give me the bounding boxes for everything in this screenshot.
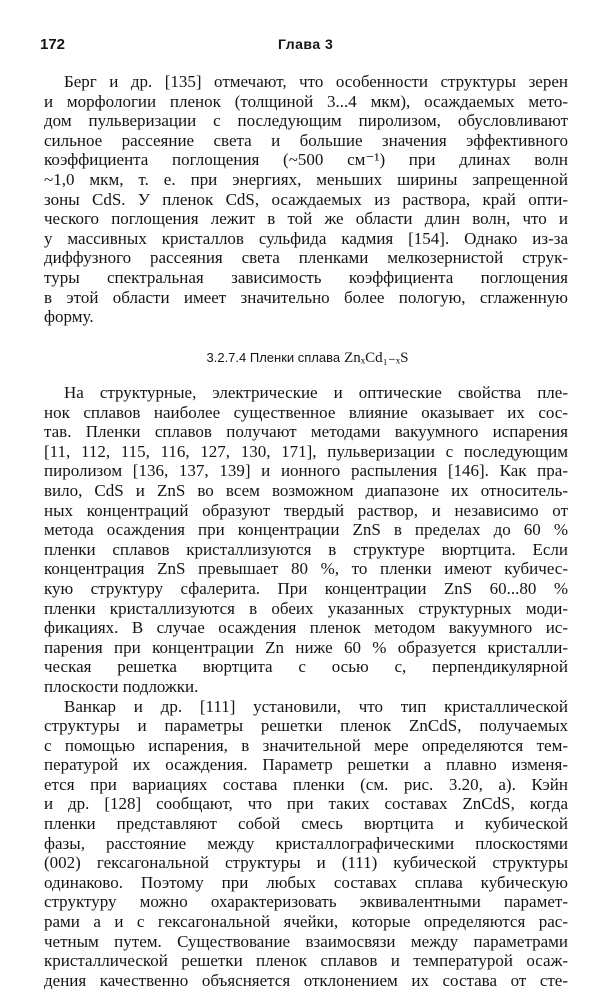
text-line: и морфологии пленок (толщиной 3...4 мкм), осаждаемых мето- [44, 91, 568, 111]
text-line: и др. [128] сообщают, что при таких составах ZnCdS, когда [44, 794, 568, 814]
text-line: фазы, расстояние между кристаллографическими плоскостями [44, 833, 568, 853]
text-line: диффузного рассеяния света пленками мелкозернистой струк- [44, 248, 568, 268]
text-line: ческая решетка вюртцита с осью c, перпендикулярной [44, 657, 568, 677]
text-line: Ванкар и др. [111] установили, что тип кристаллической [64, 696, 568, 716]
text-line: метода осаждения при концентрации ZnS в пределах до 60 % [44, 520, 568, 540]
text-line: (002) гексагональной структуры и (111) кубической структуры [44, 853, 568, 873]
text-line: одинаково. Поэтому при любых составах сплава кубическую [44, 872, 568, 892]
text-line: кую структуру сфалерита. При концентрации ZnS 60...80 % [44, 578, 568, 598]
text-line: структуру можно охарактеризовать эквивалентными парамет- [44, 892, 568, 912]
text-line: дом пульверизации с последующим пиролизом, обусловливают [44, 111, 568, 131]
text-line: у массивных кристаллов сульфида кадмия [154]. Однако из-за [44, 228, 568, 248]
page-number: 172 [40, 36, 66, 53]
text-line: тав. Пленки сплавов получают методами вакуумного испарения [44, 422, 568, 442]
text-line: сильное рассеяние света и большие значения эффективного [44, 130, 568, 150]
text-line: структуры и параметры решетки пленок ZnCdS, получаемых [44, 716, 568, 736]
text-line: плоскости подложки. [44, 676, 199, 696]
text-line: кристаллической решетки пленок сплавов и температурой осаж- [44, 951, 568, 971]
text-line: коэффициента поглощения (~500 см⁻¹) при длинах волн [44, 150, 568, 170]
text-line: парения при концентрации Zn ниже 60 % образуется кристалли- [44, 637, 568, 657]
paragraph-berg [44, 72, 568, 327]
text-line: нок сплавов наиболее существенное влияние оказывает их сос- [44, 402, 568, 422]
text-line: [11, 112, 115, 116, 127, 130, 171], пульверизации с последующим [44, 441, 568, 461]
text-line: дения качественно объясняется отклонением их состава от сте- [44, 970, 568, 990]
text-line: пленки представляют собой смесь вюртцита и кубической [44, 814, 568, 834]
text-line: фикациях. В случае осаждения пленок методом вакуумного ис- [44, 618, 568, 638]
text-line: туры спектральная зависимость коэффициента поглощения [44, 267, 568, 287]
text-line: ~1,0 мкм, т. е. при энергиях, меньших ширины запрещенной [44, 169, 568, 189]
text-line: ческого поглощения лежит в той же области длин волн, что и [44, 209, 568, 229]
running-header [40, 36, 575, 56]
text-line: концентрация ZnS превышает 80 %, то пленки имеют кубичес- [44, 559, 568, 579]
text-line: зоны CdS. У пленок CdS, осаждаемых из раствора, край опти- [44, 189, 568, 209]
text-line: форму. [44, 307, 94, 327]
paragraph-body [44, 383, 568, 990]
text-line: ных концентраций образуют твердый раствор, и независимо от [44, 500, 568, 520]
section-heading [0, 349, 615, 367]
text-line: вило, CdS и ZnS во всем возможном диапазоне их относитель- [44, 480, 568, 500]
text-line: пиролизом [136, 137, 139] и ионного распыления [146]. Как пра- [44, 461, 568, 481]
text-line: рами a и c гексагональной ячейки, которые определяются рас- [44, 912, 568, 932]
section-number: 3.2.7.4 Пленки сплава [206, 350, 341, 365]
chapter-title: Глава 3 [278, 36, 334, 52]
text-line: пературой их осаждения. Параметр решетки a плавно изменя- [44, 755, 568, 775]
text-line: На структурные, электрические и оптические свойства пле- [64, 383, 568, 402]
text-line: Берг и др. [135] отмечают, что особенности структуры зерен [64, 72, 568, 91]
text-line: пленки сплавов кристаллизуются в структуре вюртцита. Если [44, 539, 568, 559]
text-line: в этой области имеет значительно более пологую, сглаженную [44, 287, 568, 307]
section-formula: ZnₓCd₁₋ₓS [344, 350, 409, 366]
text-line: ется при вариациях состава пленки (см. рис. 3.20, a). Кэйн [44, 774, 568, 794]
text-line: пленки кристаллизуются в обеих указанных структурных моди- [44, 598, 568, 618]
text-line: с помощью испарения, в значительной мере определяются тем- [44, 735, 568, 755]
text-line: четным путем. Существование взаимосвязи между параметрами [44, 931, 568, 951]
